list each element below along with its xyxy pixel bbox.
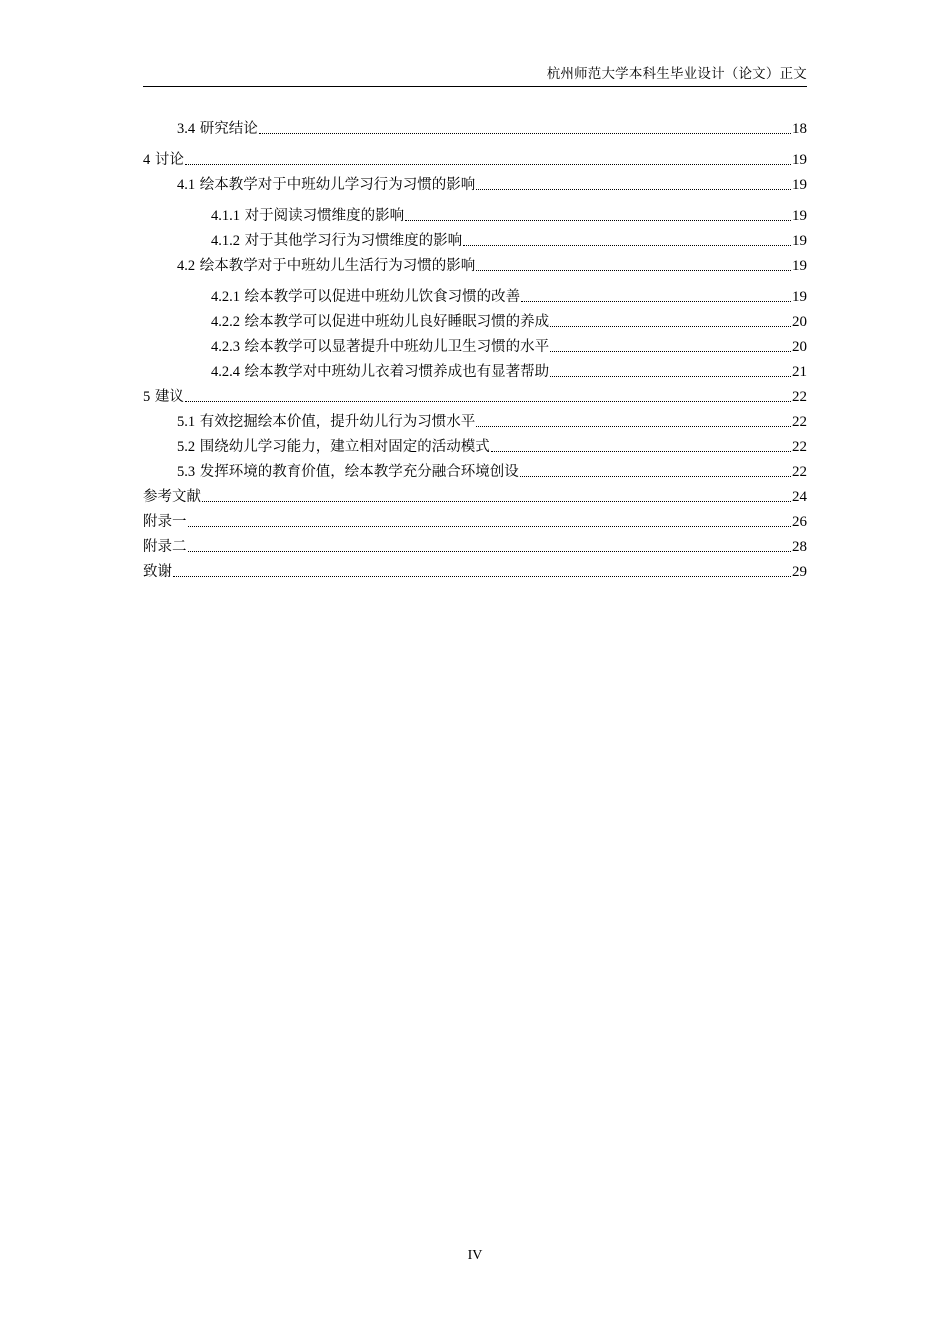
toc-leader-dots xyxy=(188,526,792,527)
toc-entry-page: 20 xyxy=(792,314,807,330)
toc-entry-text: 对于其他学习行为习惯维度的影响 xyxy=(244,233,463,249)
toc-entry-text: 对于阅读习惯维度的影响 xyxy=(244,208,405,224)
toc-entry-number: 5 xyxy=(143,389,151,405)
toc-leader-dots xyxy=(173,576,791,577)
page-number: IV xyxy=(467,1248,483,1263)
toc-entry-number: 3.4 xyxy=(177,121,196,137)
toc-entry-label xyxy=(177,412,475,432)
toc-entry-text: 绘本教学对于中班幼儿学习行为习惯的影响 xyxy=(199,177,476,193)
toc-entry[interactable] xyxy=(143,510,807,532)
toc-entry-label xyxy=(211,206,404,226)
toc-entry-text: 研究结论 xyxy=(199,121,258,137)
toc-leader-dots xyxy=(259,133,791,134)
toc-entry-page: 19 xyxy=(792,289,807,305)
toc-leader-dots xyxy=(476,270,791,271)
toc-entry-number: 5.2 xyxy=(177,439,196,455)
toc-entry-number: 4.1.1 xyxy=(211,208,240,224)
toc-leader-dots xyxy=(463,245,791,246)
toc-entry-text: 绘本教学可以促进中班幼儿良好睡眠习惯的养成 xyxy=(244,314,550,330)
toc-entry-label xyxy=(211,362,549,382)
toc-entry-text: 附录二 xyxy=(143,539,187,555)
toc-entry-page: 26 xyxy=(792,514,807,530)
toc-entry-text: 发挥环境的教育价值，绘本教学充分融合环境创设 xyxy=(199,464,519,480)
toc-entry-label xyxy=(143,537,187,557)
toc-entry[interactable] xyxy=(143,385,807,407)
toc-entry-text: 参考文献 xyxy=(143,489,201,505)
toc-leader-dots xyxy=(476,189,791,190)
toc-entry[interactable] xyxy=(143,560,807,582)
toc-entry-page: 29 xyxy=(792,564,807,580)
toc-entry-label xyxy=(177,119,258,139)
toc-entry-label xyxy=(211,337,549,357)
toc-entry-text: 附录一 xyxy=(143,514,187,530)
toc-entry[interactable] xyxy=(143,310,807,332)
toc-entry-label xyxy=(177,175,475,195)
toc-entry-label xyxy=(143,150,184,170)
toc-entry-text: 有效挖掘绘本价值，提升幼儿行为习惯水平 xyxy=(199,414,476,430)
toc-entry-text: 围绕幼儿学习能力，建立相对固定的活动模式 xyxy=(199,439,490,455)
toc-leader-dots xyxy=(202,501,791,502)
toc-entry-label xyxy=(211,312,549,332)
toc-entry-label xyxy=(211,287,520,307)
toc-entry-number: 4.2.4 xyxy=(211,364,240,380)
toc-entry-text: 绘本教学对于中班幼儿生活行为习惯的影响 xyxy=(199,258,476,274)
toc-leader-dots xyxy=(185,164,791,165)
toc-leader-dots xyxy=(550,326,791,327)
toc-leader-dots xyxy=(185,401,791,402)
toc-entry-page: 24 xyxy=(792,489,807,505)
toc-entry-page: 22 xyxy=(792,389,807,405)
toc-entry-page: 28 xyxy=(792,539,807,555)
toc-entry-text: 绘本教学对中班幼儿衣着习惯养成也有显著帮助 xyxy=(244,364,550,380)
toc-entry[interactable] xyxy=(143,229,807,251)
toc-leader-dots xyxy=(550,351,791,352)
toc-entry[interactable] xyxy=(143,410,807,432)
toc-leader-dots xyxy=(491,451,791,452)
toc-entry[interactable] xyxy=(143,435,807,457)
toc-entry-text: 绘本教学可以显著提升中班幼儿卫生习惯的水平 xyxy=(244,339,550,355)
toc-entry-page: 22 xyxy=(792,439,807,455)
toc-leader-dots xyxy=(188,551,792,552)
toc-entry-label xyxy=(211,231,462,251)
toc-leader-dots xyxy=(405,220,791,221)
toc-entry[interactable] xyxy=(143,485,807,507)
toc-entry-label xyxy=(177,437,490,457)
toc-leader-dots xyxy=(476,426,791,427)
toc-entry[interactable] xyxy=(143,360,807,382)
toc-entry-page: 22 xyxy=(792,464,807,480)
toc-entry-page: 18 xyxy=(792,121,807,137)
toc-entry-page: 19 xyxy=(792,208,807,224)
toc-leader-dots xyxy=(550,376,791,377)
toc-entry-number: 4.2 xyxy=(177,258,196,274)
toc-entry-page: 19 xyxy=(792,152,807,168)
toc-entry-text: 绘本教学可以促进中班幼儿饮食习惯的改善 xyxy=(244,289,521,305)
toc-entry-text: 致谢 xyxy=(143,564,172,580)
toc-entry[interactable] xyxy=(143,535,807,557)
toc-leader-dots xyxy=(520,476,791,477)
toc-entry[interactable] xyxy=(143,117,807,139)
toc-entry-label xyxy=(143,512,187,532)
toc-entry[interactable] xyxy=(143,285,807,307)
toc-entry-label xyxy=(143,387,184,407)
toc-entry[interactable] xyxy=(143,335,807,357)
toc-entry-number: 4.1.2 xyxy=(211,233,240,249)
toc-entry-text: 讨论 xyxy=(154,152,184,168)
toc-entry[interactable] xyxy=(143,254,807,276)
toc-entry[interactable] xyxy=(143,460,807,482)
toc-entry-number: 5.3 xyxy=(177,464,196,480)
toc-entry-number: 4.2.1 xyxy=(211,289,240,305)
header-title: 杭州师范大学本科生毕业设计（论文）正文 xyxy=(546,66,807,82)
toc-entry-page: 19 xyxy=(792,177,807,193)
page-header xyxy=(143,63,807,87)
toc-entry-label xyxy=(177,462,519,482)
toc-entry[interactable] xyxy=(143,173,807,195)
toc-entry[interactable] xyxy=(143,204,807,226)
toc-entry-number: 4.2.2 xyxy=(211,314,240,330)
toc-entry-label xyxy=(177,256,475,276)
toc-entry-label xyxy=(143,562,172,582)
toc-entry-number: 4.2.3 xyxy=(211,339,240,355)
toc-entry-number: 5.1 xyxy=(177,414,196,430)
toc-entry[interactable] xyxy=(143,148,807,170)
toc-leader-dots xyxy=(521,301,791,302)
toc-entry-page: 22 xyxy=(792,414,807,430)
toc-entry-number: 4 xyxy=(143,152,151,168)
toc-entry-text: 建议 xyxy=(154,389,184,405)
toc-entry-page: 21 xyxy=(792,364,807,380)
toc-entry-number: 4.1 xyxy=(177,177,196,193)
toc-entry-label xyxy=(143,487,201,507)
toc-entry-page: 19 xyxy=(792,258,807,274)
toc-entry-page: 19 xyxy=(792,233,807,249)
toc-entry-page: 20 xyxy=(792,339,807,355)
